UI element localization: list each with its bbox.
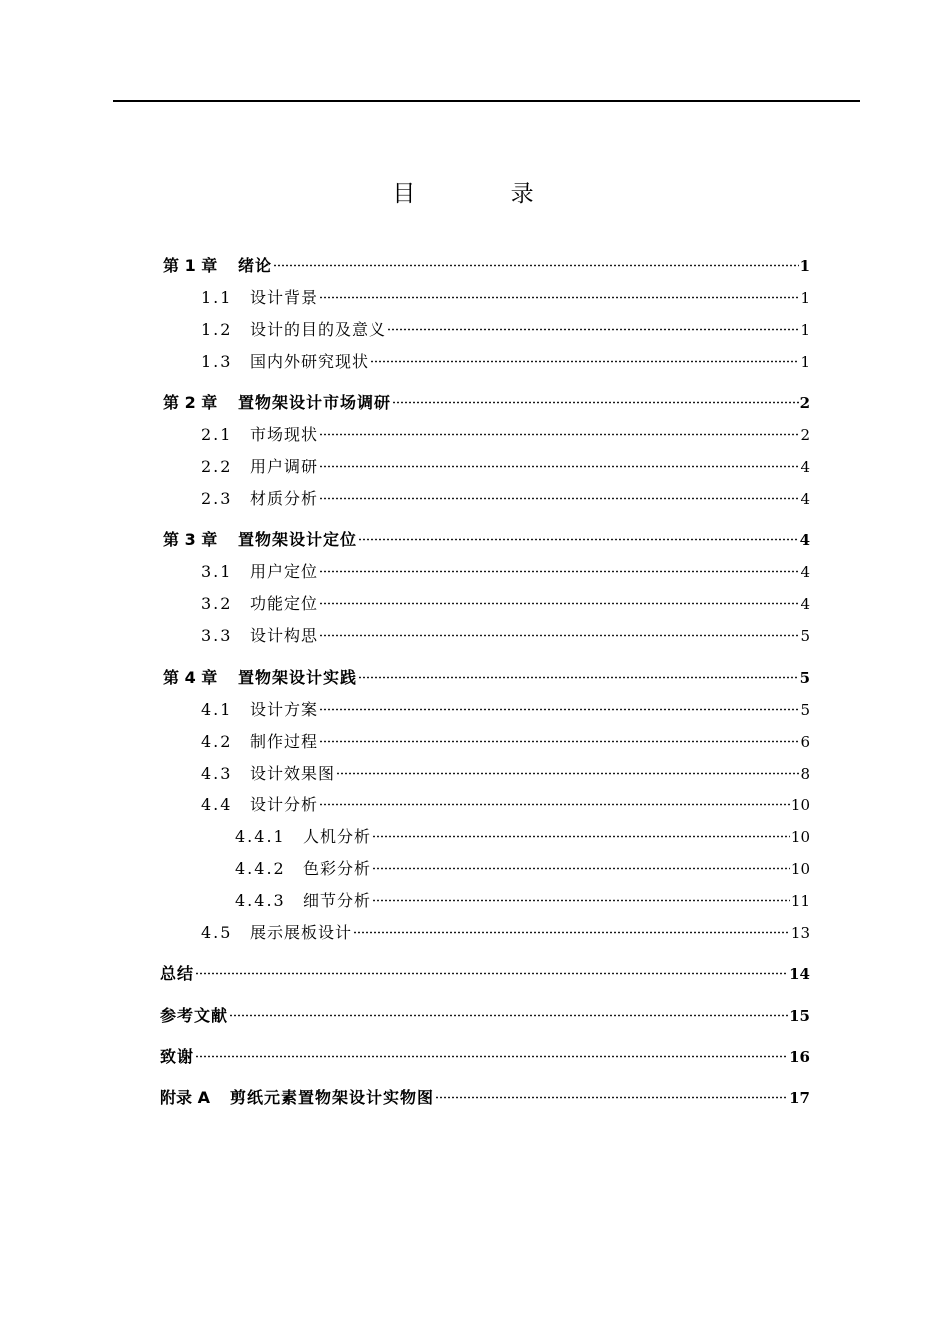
- toc-section-2-3[interactable]: [201, 482, 810, 508]
- toc-number: 4.5: [201, 923, 233, 942]
- toc-page-number: 8: [800, 765, 810, 783]
- toc-title: 设计效果图: [250, 764, 336, 783]
- toc-number: 4.4.1: [235, 827, 286, 846]
- dot-leader: [319, 450, 799, 472]
- toc-chapter-1[interactable]: [163, 249, 810, 275]
- dot-leader: [319, 555, 799, 577]
- toc-number: 第 1 章: [163, 256, 218, 275]
- toc-page-number: 17: [789, 1089, 810, 1107]
- toc-page-number: 11: [790, 892, 810, 910]
- toc-number: 1.2: [201, 320, 233, 339]
- toc-subsection-4-4-2[interactable]: [235, 852, 810, 878]
- dot-leader: [358, 661, 799, 683]
- toc-title: 绪论: [238, 256, 273, 275]
- dot-leader: [370, 345, 799, 367]
- toc-section-4-1[interactable]: [201, 693, 810, 719]
- toc-page-number: 5: [799, 669, 810, 687]
- toc-number: 1.3: [201, 352, 233, 371]
- toc-title: 展示展板设计: [250, 923, 353, 942]
- header-rule: [113, 100, 860, 102]
- dot-leader: [319, 693, 799, 715]
- toc-page-number: 4: [800, 563, 810, 581]
- toc-title: 设计分析: [250, 795, 319, 814]
- toc-number: 2.2: [201, 457, 233, 476]
- toc-page-number: 4: [800, 458, 810, 476]
- toc-section-4-4[interactable]: [201, 788, 810, 814]
- toc-number: 附录 A: [160, 1088, 210, 1107]
- toc-page-number: 4: [800, 595, 810, 613]
- toc-title: 人机分析: [303, 827, 372, 846]
- toc-section-1-3[interactable]: [201, 345, 810, 371]
- toc-section-4-5[interactable]: [201, 916, 810, 942]
- dot-leader: [273, 249, 799, 271]
- dot-leader: [195, 957, 788, 979]
- toc-acknowledgements[interactable]: [160, 1040, 810, 1066]
- toc-number: 3.1: [201, 562, 233, 581]
- toc-number: 4.2: [201, 732, 233, 751]
- toc-title: 用户调研: [250, 457, 319, 476]
- toc-number: 4.1: [201, 700, 233, 719]
- toc-title: 参考文献: [160, 1006, 229, 1025]
- toc-number: 第 3 章: [163, 530, 218, 549]
- toc-page-number: 1: [799, 257, 810, 275]
- toc-section-4-3[interactable]: [201, 757, 810, 783]
- dot-leader: [229, 999, 788, 1021]
- toc-appendix-a[interactable]: [160, 1081, 810, 1107]
- toc-subsection-4-4-1[interactable]: [235, 820, 810, 846]
- toc-title: 制作过程: [250, 732, 319, 751]
- toc-section-1-1[interactable]: [201, 281, 810, 307]
- dot-leader: [195, 1040, 788, 1062]
- toc-section-3-3[interactable]: [201, 619, 810, 645]
- toc-number: 3.3: [201, 626, 233, 645]
- dot-leader: [319, 725, 799, 747]
- toc-section-2-1[interactable]: [201, 418, 810, 444]
- toc-number: 1.1: [201, 288, 233, 307]
- toc-number: 2.3: [201, 489, 233, 508]
- toc-number: 第 2 章: [163, 393, 218, 412]
- toc-title: 总结: [160, 964, 195, 983]
- dot-leader: [319, 281, 799, 303]
- dot-leader: [319, 619, 799, 641]
- toc-title: 市场现状: [250, 425, 319, 444]
- toc-page-number: 13: [790, 924, 810, 942]
- toc-page-number: 2: [800, 426, 810, 444]
- toc-number: 4.4.3: [235, 891, 286, 910]
- toc-page-number: 5: [800, 701, 810, 719]
- toc-page-number: 14: [789, 965, 810, 983]
- toc-title: 置物架设计市场调研: [238, 393, 392, 412]
- toc-subsection-4-4-3[interactable]: [235, 884, 810, 910]
- toc-title: 剪纸元素置物架设计实物图: [230, 1088, 435, 1107]
- toc-page-number: 15: [789, 1007, 810, 1025]
- toc-title: 国内外研究现状: [250, 352, 370, 371]
- toc-number: 4.4: [201, 795, 233, 814]
- toc-section-3-2[interactable]: [201, 587, 810, 613]
- dot-leader: [319, 482, 799, 504]
- toc-title: 色彩分析: [303, 859, 372, 878]
- dot-leader: [392, 386, 799, 408]
- toc-section-3-1[interactable]: [201, 555, 810, 581]
- toc-title: 设计背景: [250, 288, 319, 307]
- dot-leader: [319, 587, 799, 609]
- toc-section-2-2[interactable]: [201, 450, 810, 476]
- toc-chapter-4[interactable]: [163, 661, 810, 687]
- toc-page-number: 16: [789, 1048, 810, 1066]
- dot-leader: [319, 418, 799, 440]
- dot-leader: [372, 884, 790, 906]
- toc-number: 2.1: [201, 425, 233, 444]
- toc-title: 置物架设计定位: [238, 530, 358, 549]
- toc-title: 用户定位: [250, 562, 319, 581]
- dot-leader: [387, 313, 799, 335]
- dot-leader: [435, 1081, 788, 1103]
- toc-page-number: 10: [790, 828, 810, 846]
- toc-title: 细节分析: [303, 891, 372, 910]
- toc-page-number: 4: [799, 531, 810, 549]
- toc-number: 4.4.2: [235, 859, 286, 878]
- toc-title: 功能定位: [250, 594, 319, 613]
- toc-page-number: 5: [800, 627, 810, 645]
- dot-leader: [353, 916, 790, 938]
- toc-references[interactable]: [160, 999, 810, 1025]
- dot-leader: [358, 523, 799, 545]
- toc-page-number: 2: [799, 394, 810, 412]
- toc-section-4-2[interactable]: [201, 725, 810, 751]
- toc-page-number: 10: [790, 860, 810, 878]
- toc-page-number: 6: [800, 733, 810, 751]
- toc-number: 第 4 章: [163, 668, 218, 687]
- toc-page-number: 1: [800, 353, 810, 371]
- dot-leader: [336, 757, 799, 779]
- toc-chapter-2[interactable]: [163, 386, 810, 412]
- toc-number: 4.3: [201, 764, 233, 783]
- toc-title: 设计的目的及意义: [250, 320, 387, 339]
- toc-title: 材质分析: [250, 489, 319, 508]
- toc-section-1-2[interactable]: [201, 313, 810, 339]
- toc-title: 设计方案: [250, 700, 319, 719]
- toc-page-number: 10: [790, 796, 810, 814]
- toc-title: 置物架设计实践: [238, 668, 358, 687]
- dot-leader: [319, 788, 790, 810]
- toc-title: 设计构思: [250, 626, 319, 645]
- toc-summary[interactable]: [160, 957, 810, 983]
- toc-chapter-3[interactable]: [163, 523, 810, 549]
- page-title: 目 录: [392, 181, 578, 207]
- dot-leader: [372, 820, 790, 842]
- toc-page-number: 4: [800, 490, 810, 508]
- toc-page-number: 1: [800, 289, 810, 307]
- dot-leader: [372, 852, 790, 874]
- toc-title: 致谢: [160, 1047, 195, 1066]
- toc-page-number: 1: [800, 321, 810, 339]
- toc-number: 3.2: [201, 594, 233, 613]
